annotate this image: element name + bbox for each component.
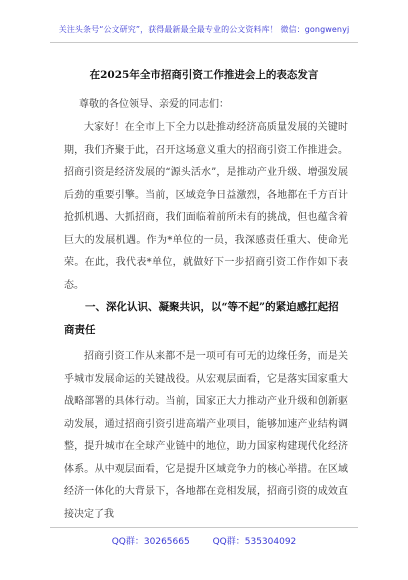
page-footer xyxy=(0,534,408,547)
footer-divider xyxy=(50,527,358,528)
footer-qq-group-1: QQ群：30265665 xyxy=(111,537,190,547)
page-header: 关注头条号“公文研究”，获得最新最全最专业的公文资料库！ 微信：gongwenyj xyxy=(58,25,350,34)
footer-qq-group-2: QQ群：535304092 xyxy=(212,537,297,547)
paragraph-section-1: 招商引资工作从来都不是一项可有可无的边缘任务，而是关乎城市发展命运的关键战役。从宏观层面看，它是落实国家重大战略部署的具体行动。当前，国家正大力推动产业升级和创新驱动发展，通过招商引资引进高端产业项目，能够加速产业结构调整，提升城市在全球产业链中的地位，助力国家构建现代化经济体系。从中观层面看，它是提升区域竞争力的核心举措。在区域经济一体化的大背景下，各地都在竞相发展，招商引资的成效直接决定了我 xyxy=(64,351,348,520)
document-title: 在2025年全市招商引资工作推进会上的表态发言 xyxy=(89,69,319,81)
salutation: 尊敬的各位领导、亲爱的同志们： xyxy=(79,99,229,110)
paragraph-intro: 大家好！在全市上下全力以赴推动经济高质量发展的关键时期，我们齐聚于此，召开这场意义重大的招商引资工作推进会。招商引资是经济发展的“源头活水”，是推动产业升级、增强发展后劲的重要引擎。当前，区域竞争日益激烈，各地都在千方百计抢抓机遇、大抓招商，我们面临着前所未有的挑战，但也蕴含着巨大的发展机遇。作为*单位的一员，我深感责任重大、使命光荣。在此，我代表*单位，就做好下一步招商引资工作作如下表态。 xyxy=(64,122,348,291)
section-heading-1: 一、深化认识、凝聚共识，以“等不起”的紧迫感扛起招商责任 xyxy=(64,301,339,336)
header-divider xyxy=(50,42,358,43)
